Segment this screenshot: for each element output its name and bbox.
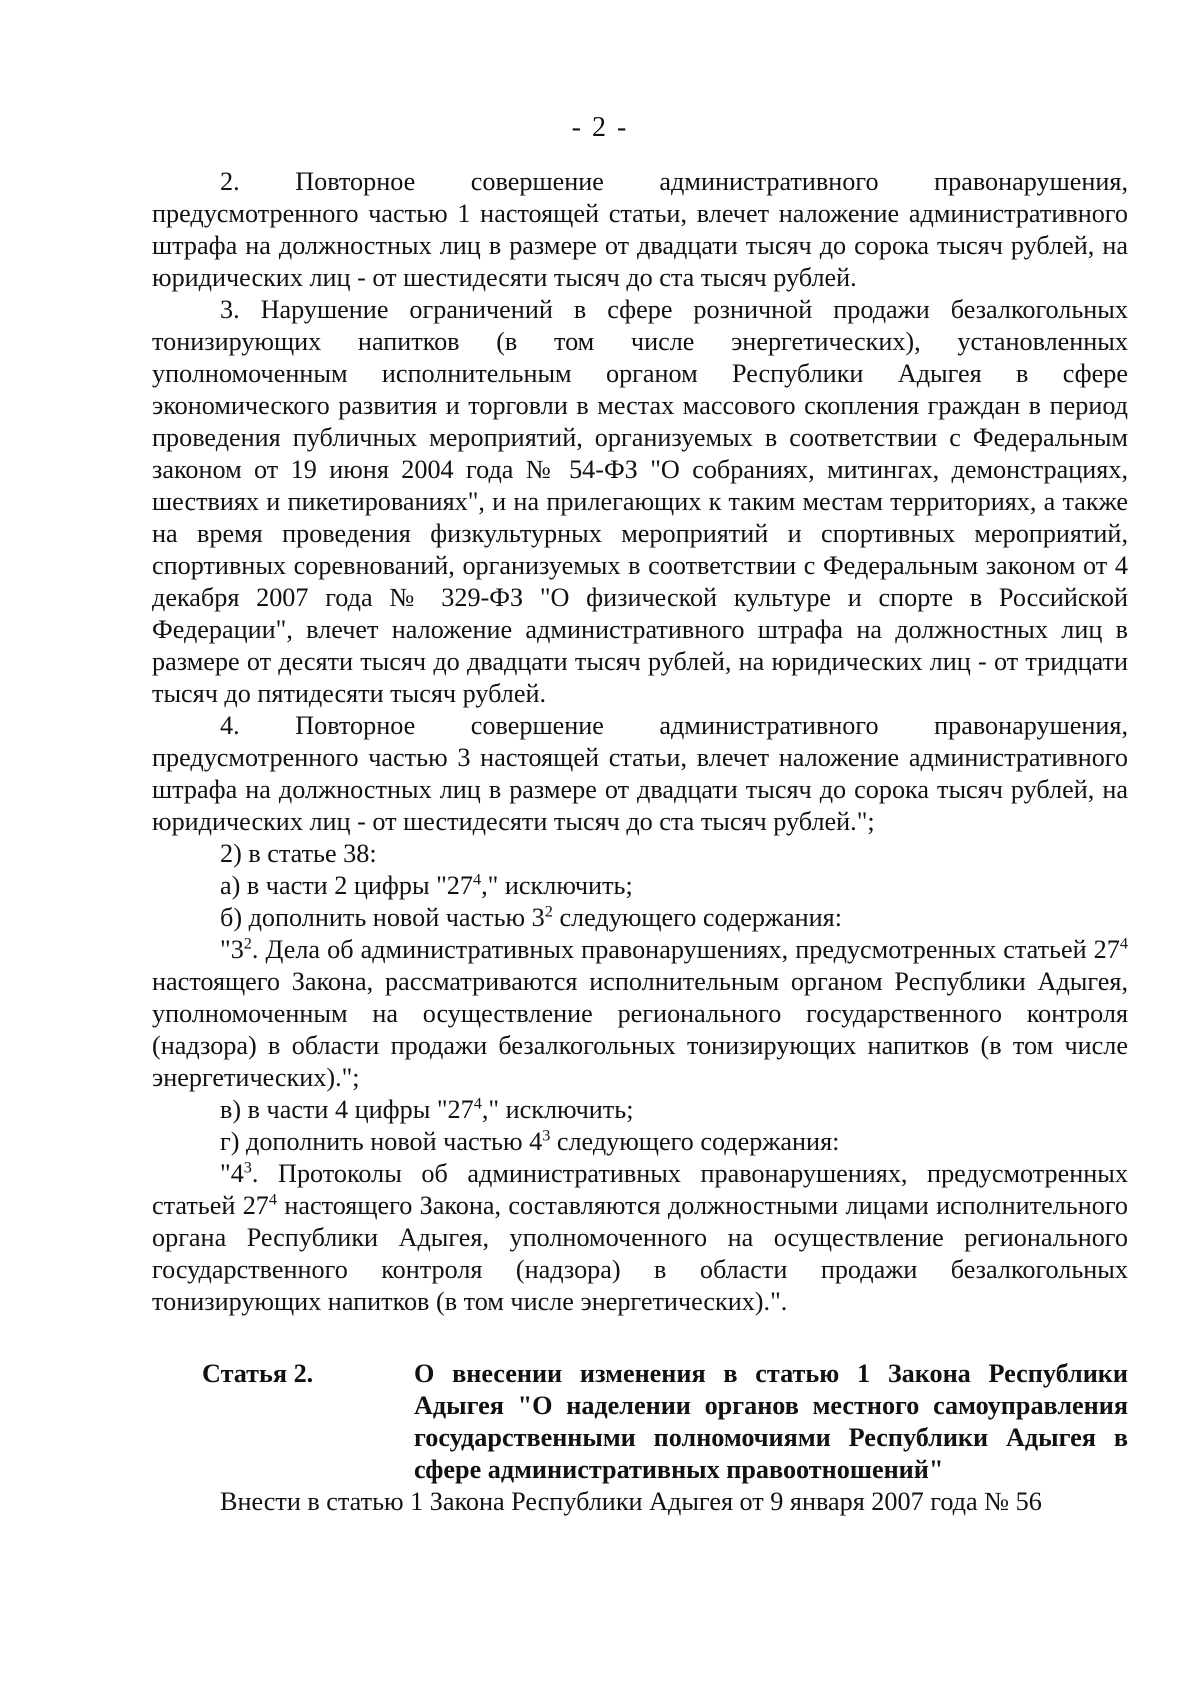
paragraph-part-3: 3. Нарушение ограничений в сфере розничной продажи безалкогольных тонизирующих напитков (в том числе энергетических), установленных уполномоченным исполнительным органом Республики Адыгея в сфере экономического развития и торговли в местах массового скопления граждан в период проведения публичных мероприятий, организуемых в соответствии с Федеральным законом от 19 июня 2004 года № 54-ФЗ "О собраниях, митингах, демонстрациях, шествиях и пикетированиях", и на прилегающих к таким местам территориях, а также на время проведения физкультурных мероприятий и спортивных мероприятий, спортивных соревнований, организуемых в соответствии с Федеральным законом от 4 декабря 2007 года № 329-ФЗ "О физической культуре и спорте в Российской Федерации", влечет наложение административного штрафа на должностных лиц в размере от десяти тысяч до двадцати тысяч рублей, на юридических лиц - от тридцати тысяч до пятидесяти тысяч рублей. [152, 295, 1128, 708]
article-2-heading [152, 1358, 1128, 1486]
item-v-sup: 4 [473, 1094, 482, 1113]
quote-3-2-sup1: 2 [243, 934, 252, 953]
article-2-title: О внесении изменения в статью 1 Закона Республики Адыгея "О наделении органов местного самоуправления государственными полномочиями Республики Адыгея в сфере административных правоотношений" [414, 1359, 1128, 1484]
quote-4-3-after: настоящего Закона, составляются должностными лицами исполнительного органа Республики Адыгея, уполномоченного на осуществление регионального государственного контроля (надзора) в области продажи безалкогольных тонизирующих напитков (в том числе энергетических).". [152, 1191, 1129, 1316]
quote-4-3-open: "4 [220, 1159, 244, 1188]
page-number: - 2 - [571, 112, 629, 143]
item-g-sup: 3 [542, 1126, 551, 1145]
quote-3-2-sup2: 4 [1119, 934, 1128, 953]
item-a-before: а) в части 2 цифры "27 [220, 871, 473, 900]
quote-3-2-after: настоящего Закона, рассматриваются исполнительным органом Республики Адыгея, уполномоченным на осуществление регионального государственного контроля (надзора) в области продажи безалкогольных тонизирующих напитков (в том числе энергетических)."; [152, 967, 1128, 1092]
item-b-after: следующего содержания: [552, 903, 842, 932]
item-v-after: ," исключить; [481, 1095, 634, 1124]
paragraph-article-38: 2) в статье 38: [220, 839, 377, 868]
item-b-before: б) дополнить новой частью 3 [220, 903, 545, 932]
item-a [152, 870, 1128, 902]
item-b-sup: 2 [544, 902, 553, 921]
item-g-after: следующего содержания: [550, 1127, 840, 1156]
paragraph-part-2: 2. Повторное совершение административного правонарушения, предусмотренного частью 1 настоящей статьи, влечет наложение административного штрафа на должностных лиц в размере от двадцати тысяч до сорока тысяч рублей, на юридических лиц - от шестидесяти тысяч до ста тысяч рублей. [152, 167, 1128, 292]
quote-3-2-open: "3 [220, 935, 244, 964]
quote-3-2-mid: . Дела об административных правонарушениях, предусмотренных статьей 27 [251, 935, 1120, 964]
quote-4-3-sup2: 4 [268, 1190, 278, 1209]
document-body [152, 166, 1128, 1518]
article-2-label [152, 1358, 390, 1486]
item-b [152, 902, 1128, 934]
quote-4-3-mid: . Протоколы об административных правонарушениях, предусмотренных статьей 27 [152, 1159, 1128, 1220]
item-g-before: г) дополнить новой частью 4 [220, 1127, 543, 1156]
item-g [152, 1126, 1128, 1158]
quote-part-4-3 [152, 1158, 1128, 1318]
item-a-sup: 4 [472, 870, 482, 889]
item-a-after: ," исключить; [481, 871, 633, 900]
article-2-label-text: Статья 2. [202, 1359, 314, 1388]
item-v [152, 1094, 1128, 1126]
quote-4-3-sup1: 3 [243, 1158, 252, 1177]
item-v-before: в) в части 4 цифры "27 [220, 1095, 474, 1124]
paragraph-part-4: 4. Повторное совершение административного правонарушения, предусмотренного частью 3 настоящей статьи, влечет наложение административного штрафа на должностных лиц в размере от двадцати тысяч до сорока тысяч рублей, на юридических лиц - от шестидесяти тысяч до ста тысяч рублей."; [152, 711, 1128, 836]
article-2-first-line: Внести в статью 1 Закона Республики Адыгея от 9 января 2007 года № 56 [220, 1487, 1042, 1516]
quote-part-3-2 [152, 934, 1128, 1094]
